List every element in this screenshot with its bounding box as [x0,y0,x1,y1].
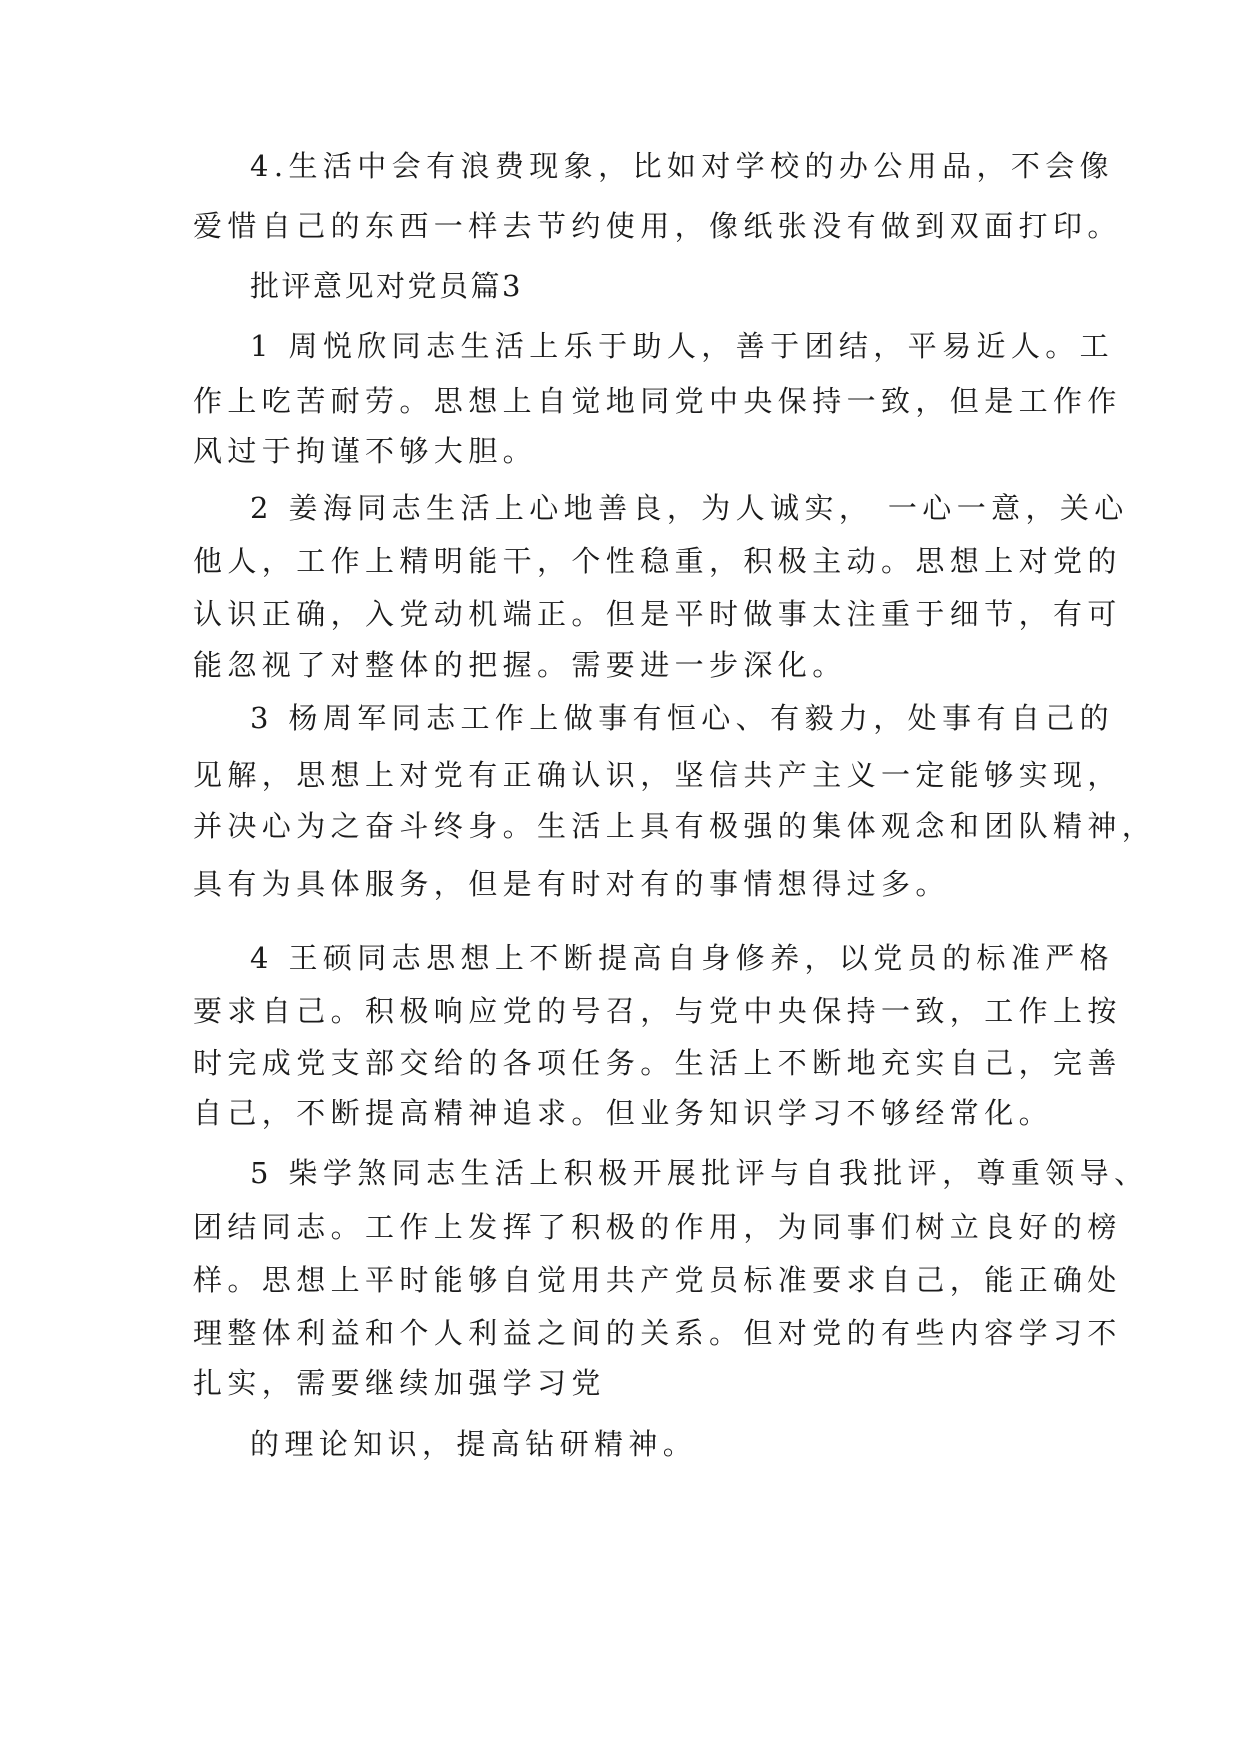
text-line: 扎实，需要继续加强学习党 [193,1366,606,1400]
text-line: 时完成党支部交给的各项任务。生活上不断地充实自己，完善 [193,1046,1122,1080]
section-heading: 批评意见对党员篇3 [250,269,523,303]
text-line: 4.生活中会有浪费现象，比如对学校的办公用品，不会像 [250,149,1115,183]
text-line: 2 姜海同志生活上心地善良，为人诚实， 一心一意，关心 [250,491,1129,525]
text-line: 能忽视了对整体的把握。需要进一步深化。 [193,648,847,682]
text-line: 具有为具体服务，但是有时对有的事情想得过多。 [193,867,950,901]
text-line: 1 周悦欣同志生活上乐于助人，善于团结，平易近人。工 [250,329,1115,363]
text-line: 并决心为之奋斗终身。生活上具有极强的集体观念和团队精神， [193,809,1157,843]
text-line: 理整体利益和个人利益之间的关系。但对党的有些内容学习不 [193,1316,1122,1350]
text-line: 样。思想上平时能够自觉用共产党员标准要求自己，能正确处 [193,1263,1122,1297]
text-line: 他人，工作上精明能干，个性稳重，积极主动。思想上对党的 [193,544,1122,578]
text-line: 见解，思想上对党有正确认识，坚信共产主义一定能够实现， [193,758,1122,792]
text-line: 5 柴学煞同志生活上积极开展批评与自我批评，尊重领导、 [250,1156,1149,1190]
text-line: 风过于拘谨不够大胆。 [193,434,538,468]
text-line: 要求自己。积极响应党的号召，与党中央保持一致，工作上按 [193,994,1122,1028]
text-line: 的理论知识，提高钻研精神。 [250,1427,698,1461]
text-line: 团结同志。工作上发挥了积极的作用，为同事们树立良好的榜 [193,1210,1122,1244]
text-line: 自己，不断提高精神追求。但业务知识学习不够经常化。 [193,1096,1054,1130]
text-line: 认识正确，入党动机端正。但是平时做事太注重于细节，有可 [193,597,1122,631]
text-line: 4 王硕同志思想上不断提高自身修养，以党员的标准严格 [250,941,1115,975]
text-line: 爱惜自己的东西一样去节约使用，像纸张没有做到双面打印。 [193,209,1122,243]
text-line: 3 杨周军同志工作上做事有恒心、有毅力，处事有自己的 [250,701,1115,735]
text-line: 作上吃苦耐劳。思想上自觉地同党中央保持一致，但是工作作 [193,384,1122,418]
